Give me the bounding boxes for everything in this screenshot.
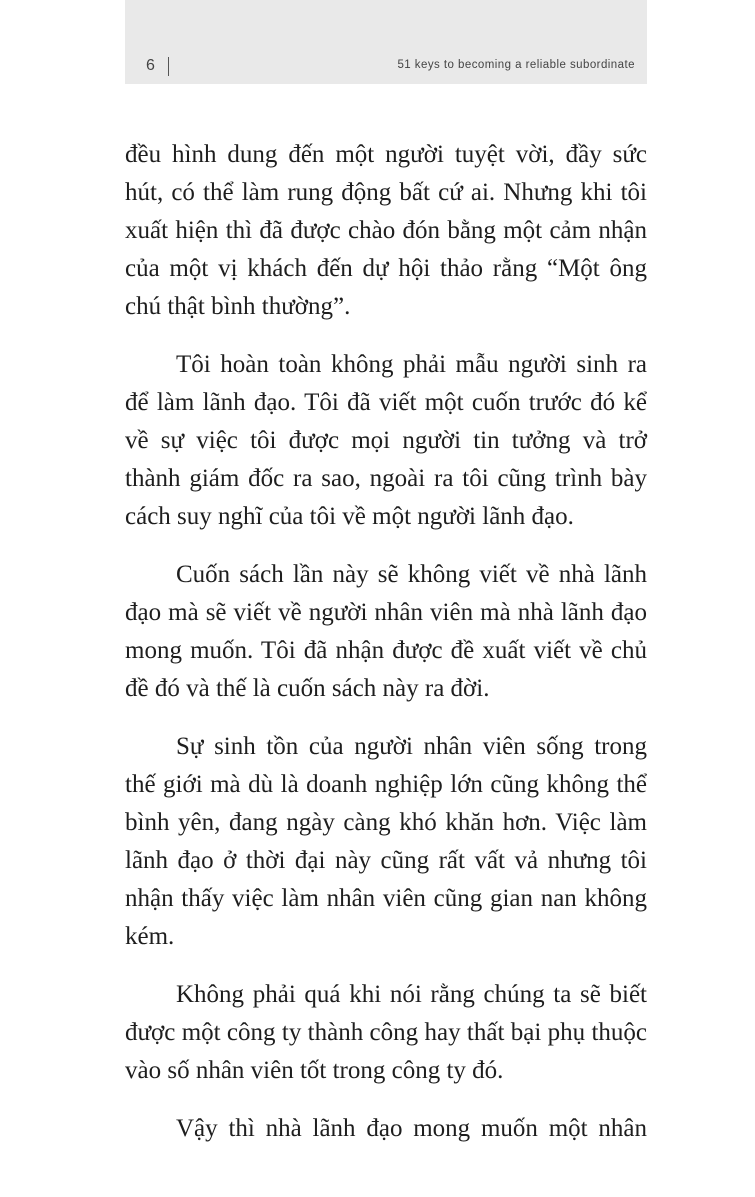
paragraph: Vậy thì nhà lãnh đạo mong muốn một nhân [176, 1115, 647, 1142]
paragraph: Không phải quá khi nói rằng chúng ta sẽ biết được một công ty thành công hay thất bại phụ thuộc vào số nhân viên tốt trong công ty đó. [125, 981, 647, 1084]
paragraph: đều hình dung đến một người tuyệt vời, đầy sức hút, có thể làm rung động bất cứ ai. Nhưng khi tôi xuất hiện thì đã được chào đón bằng một cảm nhận của một vị khách đến dự hội thảo rằng “Một ông chú thật bình thường”. [125, 141, 647, 320]
paragraph: Sự sinh tồn của người nhân viên sống trong thế giới mà dù là doanh nghiệp lớn cũng không thể bình yên, đang ngày càng khó khăn hơn. Việc làm lãnh đạo ở thời đại này cũng rất vất vả nhưng tôi nhận thấy việc làm nhân viên cũng gian nan không kém. [125, 733, 647, 950]
paragraph: Cuốn sách lần này sẽ không viết về nhà lãnh đạo mà sẽ viết về người nhân viên mà nhà lãnh đạo mong muốn. Tôi đã nhận được đề xuất viết về chủ đề đó và thế là cuốn sách này ra đời. [125, 561, 647, 702]
paragraph: Tôi hoàn toàn không phải mẫu người sinh ra để làm lãnh đạo. Tôi đã viết một cuốn trước đó kể về sự việc tôi được mọi người tin tưởng và trở thành giám đốc ra sao, ngoài ra tôi cũng trình bày cách suy nghĩ của tôi về một người lãnh đạo. [125, 351, 647, 530]
body-text [125, 136, 647, 1168]
page-number: 6 [146, 57, 155, 74]
header-divider [168, 57, 169, 76]
running-title: 51 keys to becoming a reliable subordinate [397, 59, 635, 71]
